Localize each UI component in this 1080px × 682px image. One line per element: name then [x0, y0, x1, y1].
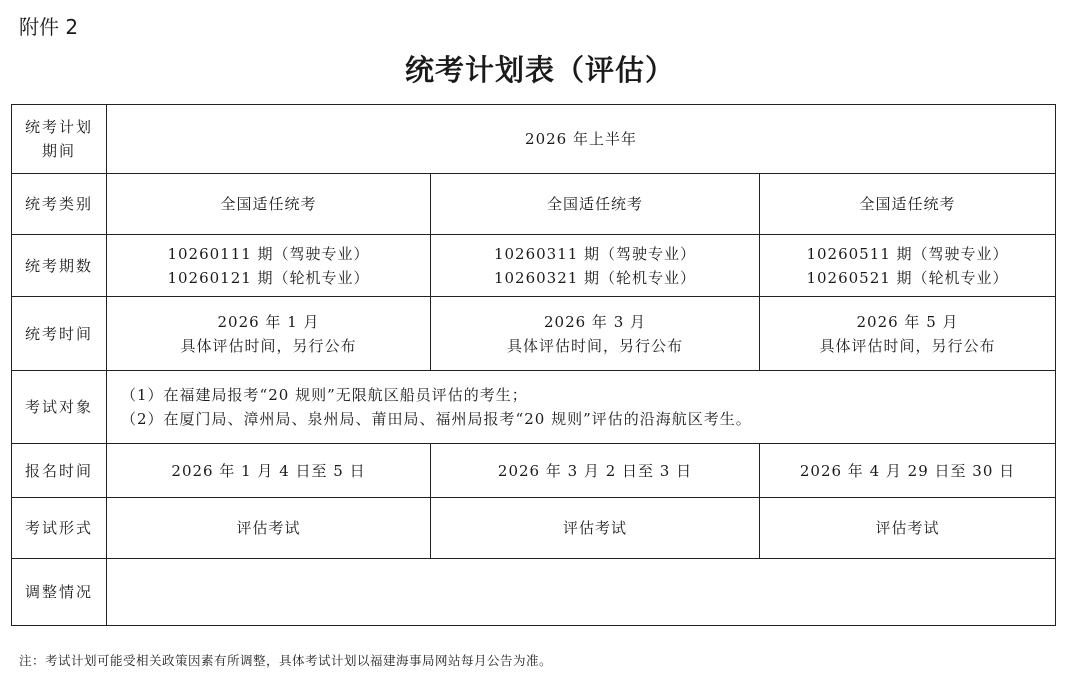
period-label	[12, 105, 107, 174]
session-line: 10260311 期（驾驶专业）	[493, 244, 697, 263]
registration-cell-2: 2026 年 3 月 2 日至 3 日	[431, 444, 760, 498]
category-label: 统考类别	[12, 174, 107, 235]
time-line: 2026 年 1 月	[217, 312, 320, 331]
attachment-label: 附件 2	[19, 15, 79, 39]
target-label: 考试对象	[12, 371, 107, 444]
sessions-cell-1	[107, 235, 431, 297]
period-value: 2026 年上半年	[107, 105, 1056, 174]
session-line: 10260321 期（轮机专业）	[493, 268, 697, 287]
category-cell-2: 全国适任统考	[431, 174, 760, 235]
row-period	[12, 105, 1056, 174]
time-cell-2	[431, 297, 760, 371]
row-time	[12, 297, 1056, 371]
row-format	[12, 498, 1056, 559]
time-cell-1	[107, 297, 431, 371]
registration-cell-1: 2026 年 1 月 4 日至 5 日	[107, 444, 431, 498]
time-label: 统考时间	[12, 297, 107, 371]
session-line: 10260511 期（驾驶专业）	[806, 244, 1009, 263]
format-cell-3: 评估考试	[760, 498, 1056, 559]
row-sessions	[12, 235, 1056, 297]
target-value	[107, 371, 1056, 444]
adjustment-label: 调整情况	[12, 559, 107, 626]
format-label: 考试形式	[12, 498, 107, 559]
registration-label: 报名时间	[12, 444, 107, 498]
row-adjustment	[12, 559, 1056, 626]
sessions-label: 统考期数	[12, 235, 107, 297]
time-cell-3	[760, 297, 1056, 371]
time-line: 具体评估时间，另行公布	[819, 336, 996, 355]
row-category	[12, 174, 1056, 235]
period-label-line2: 期间	[41, 142, 76, 160]
sessions-cell-3	[760, 235, 1056, 297]
page-title: 统考计划表（评估）	[404, 53, 675, 87]
session-line: 10260121 期（轮机专业）	[167, 268, 370, 287]
adjustment-value	[107, 559, 1056, 626]
period-label-line1: 统考计划	[24, 118, 93, 136]
time-line: 2026 年 3 月	[543, 312, 647, 331]
time-line: 2026 年 5 月	[856, 312, 959, 331]
target-line-2: （2）在厦门局、漳州局、泉州局、莆田局、福州局报考“20 规则”评估的沿海航区考生。	[121, 410, 752, 428]
registration-cell-3: 2026 年 4 月 29 日至 30 日	[760, 444, 1056, 498]
session-line: 10260521 期（轮机专业）	[806, 268, 1009, 287]
target-line-1: （1）在福建局报考“20 规则”无限航区船员评估的考生；	[121, 386, 528, 404]
session-line: 10260111 期（驾驶专业）	[167, 244, 370, 263]
row-registration	[12, 444, 1056, 498]
sessions-cell-2	[431, 235, 760, 297]
time-line: 具体评估时间，另行公布	[506, 336, 683, 355]
format-cell-2: 评估考试	[431, 498, 760, 559]
footnote: 注：考试计划可能受相关政策因素有所调整，具体考试计划以福建海事局网站每月公告为准。	[19, 653, 553, 668]
format-cell-1: 评估考试	[107, 498, 431, 559]
category-cell-1: 全国适任统考	[107, 174, 431, 235]
exam-plan-table	[11, 104, 1056, 626]
row-target	[12, 371, 1056, 444]
time-line: 具体评估时间，另行公布	[180, 336, 357, 355]
category-cell-3: 全国适任统考	[760, 174, 1056, 235]
